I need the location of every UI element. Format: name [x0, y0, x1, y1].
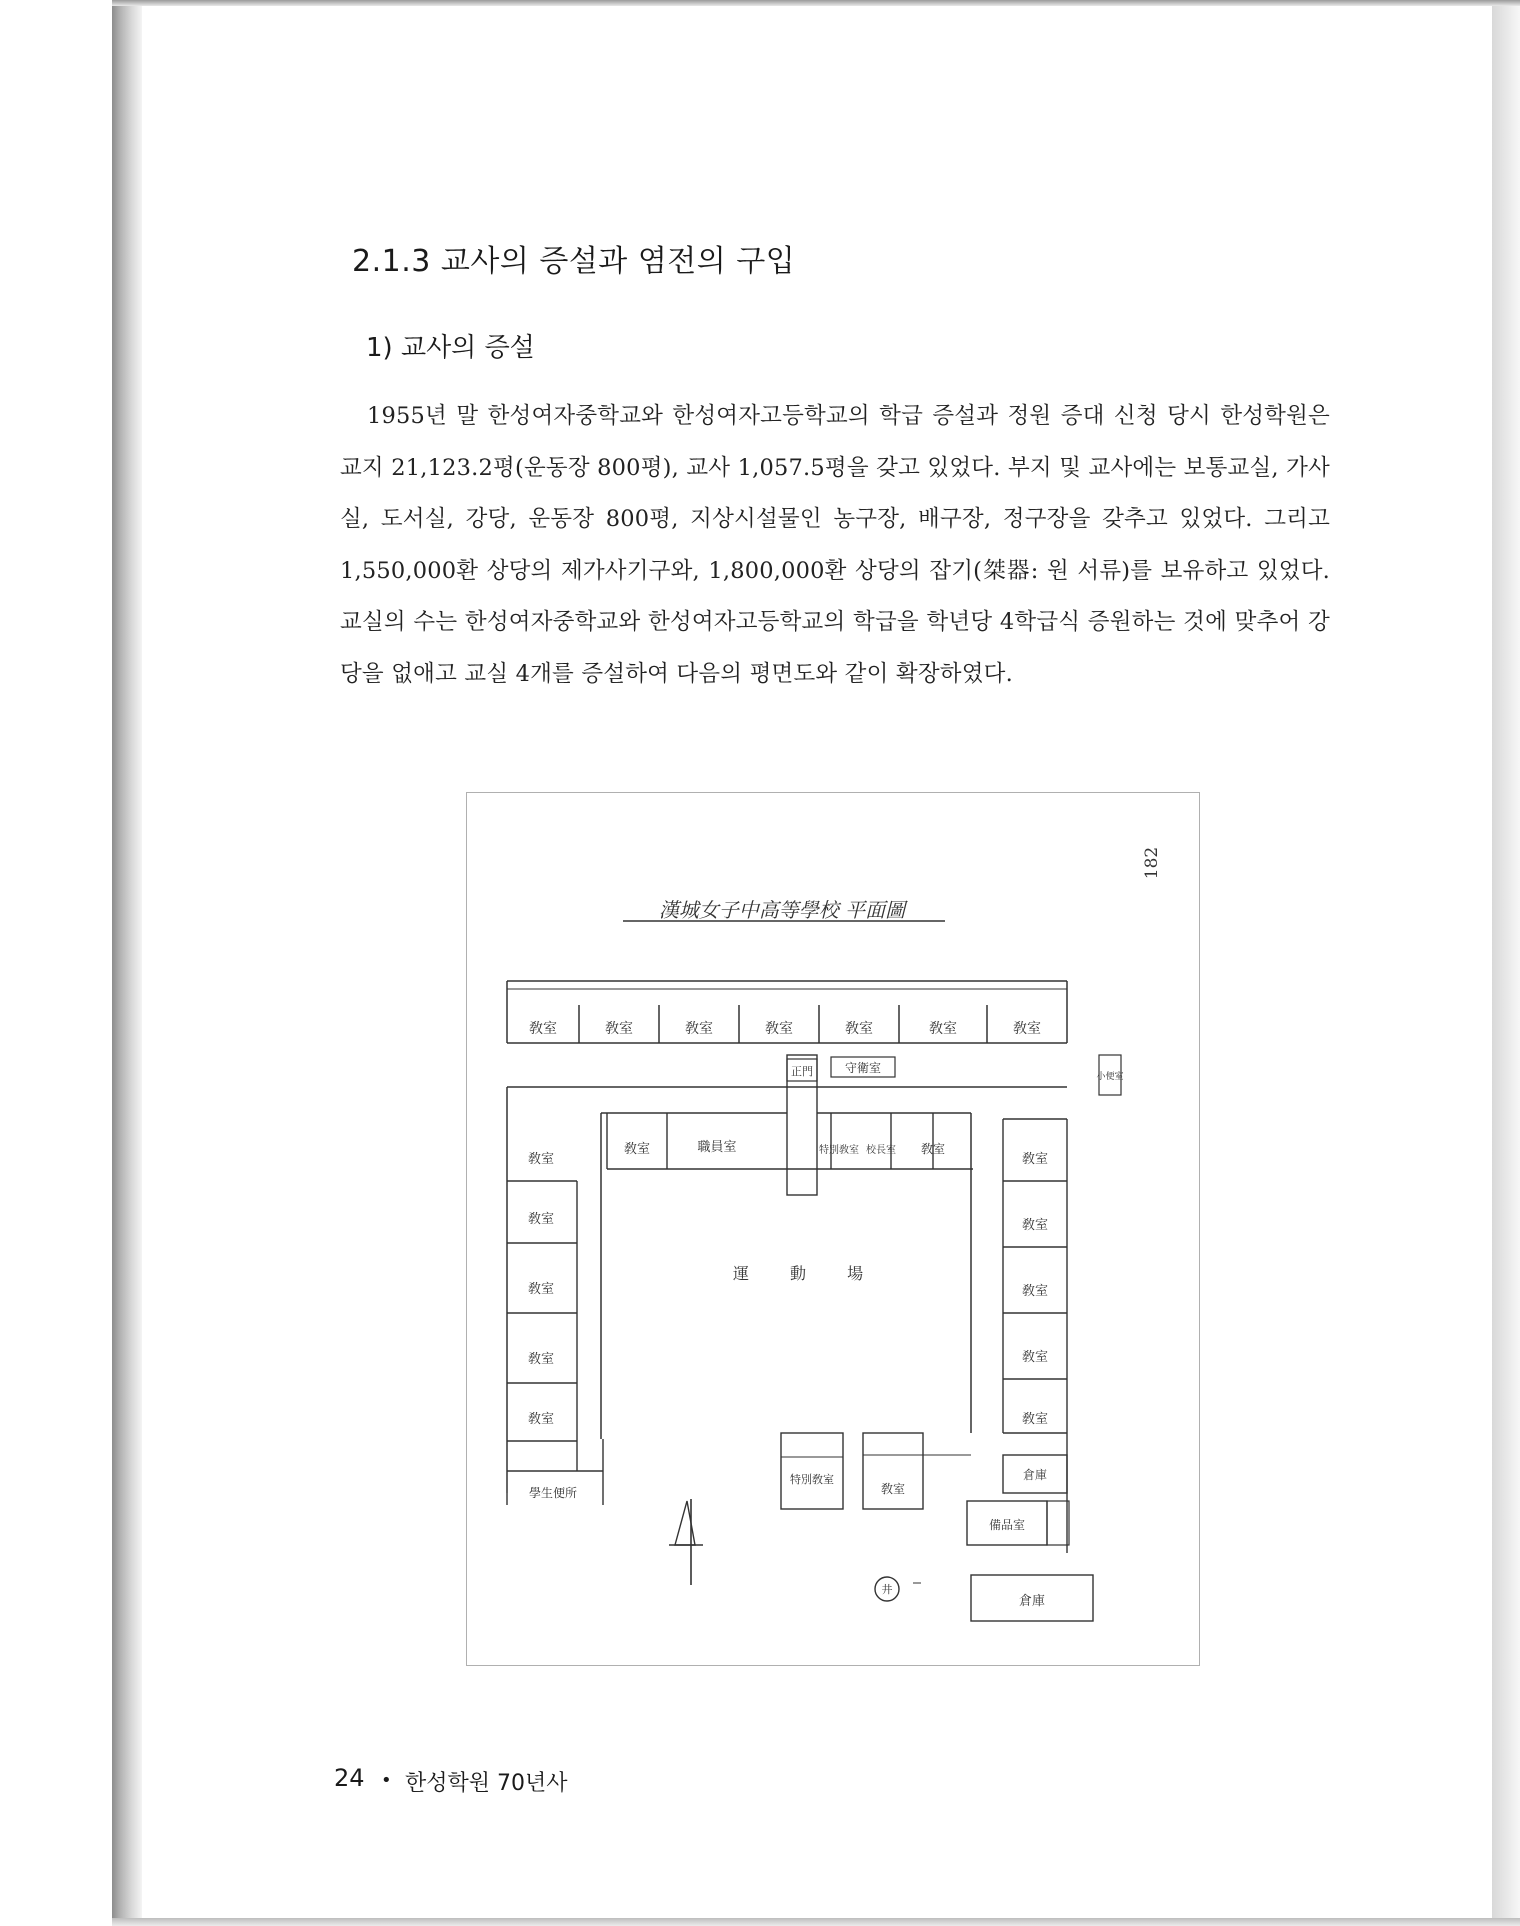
- classroom-label: 敎室: [527, 1412, 555, 1427]
- classroom-label: 敎室: [605, 1021, 633, 1037]
- right-classroom-column: [1003, 1119, 1067, 1553]
- student-toilet-label: 學生便所: [528, 1486, 578, 1500]
- warehouse-label: 倉庫: [1022, 1468, 1048, 1482]
- section-title: 2.1.3 교사의 증설과 염전의 구입: [352, 244, 796, 279]
- classroom-label: 敎室: [1021, 1218, 1049, 1233]
- subsection-title: 1) 교사의 증설: [366, 333, 535, 363]
- footer-separator-bullet: •: [381, 1770, 392, 1791]
- far-warehouse-label: 倉庫: [1018, 1594, 1046, 1609]
- classroom-label: 敎室: [527, 1152, 555, 1167]
- courtyard-label: 運 動 場: [732, 1264, 882, 1283]
- classroom-label: 敎室: [529, 1021, 557, 1037]
- footer-page-number: 24: [334, 1764, 365, 1792]
- classroom-label: 敎室: [880, 1482, 906, 1496]
- special-room-label: 特別敎室: [819, 1145, 859, 1156]
- small-side-room-box: [1047, 1501, 1069, 1545]
- classroom-label: 敎室: [1021, 1152, 1049, 1167]
- principal-room-label: 校長室: [866, 1145, 896, 1156]
- classroom-box: [863, 1433, 923, 1509]
- floor-plan-drawing: [467, 793, 1199, 1665]
- body-paragraph: 1955년 말 한성여자중학교와 한성여자고등학교의 학급 증설과 정원 증대 신청 당시 한성학원은 교지 21,123.2평(운동장 800평), 교사 1,057.5평을 갖고 있었다. 부지 및 교사에는 보통교실, 가사실, 도서실, 강당, 운동장 800평, 지상시설물인 농구장, 배구장, 정구장을 갖추고 있었다. 그리고 1,550,000환 상당의 제가사기구와, 1,800,000환 상당의 잡기(桀器: 원 서류)를 보유하고 있었다. 교실의 수는 한성여자중학교와 한성여자고등학교의 학급을 학년당 4학급식 증원하는 것에 맞추어 강당을 없애고 교실 4개를 증설하여 다음의 평면도와 같이 확장하였다.: [340, 403, 1330, 687]
- special-classroom-label: 特別敎室: [790, 1473, 834, 1486]
- floor-plan-title: 漢城女子中高等學校 平面圖: [658, 898, 906, 922]
- classroom-label: 敎室: [765, 1021, 793, 1037]
- guard-room-label: 守衛室: [844, 1061, 882, 1075]
- classroom-label: 敎室: [845, 1021, 873, 1037]
- classroom-label: 敎室: [920, 1142, 946, 1156]
- book-spine-edge: [112, 0, 142, 1926]
- north-arrow-icon: [669, 1499, 703, 1585]
- floor-plan-figure: [466, 792, 1200, 1666]
- supply-room-label: 備品室: [988, 1518, 1026, 1532]
- classroom-label: 敎室: [1013, 1021, 1041, 1037]
- classroom-label: 敎室: [685, 1021, 713, 1037]
- classroom-label: 敎室: [1021, 1412, 1049, 1427]
- toilet-label: 小便室: [1096, 1072, 1124, 1082]
- page-bottom-edge: [112, 1918, 1520, 1926]
- classroom-label: 敎室: [527, 1352, 555, 1367]
- well-label: 井: [881, 1583, 893, 1596]
- footer-book-title: 한성학원 70년사: [405, 1771, 568, 1796]
- classroom-label: 敎室: [929, 1021, 957, 1037]
- special-classroom-box: [781, 1433, 843, 1509]
- classroom-label: 敎室: [527, 1212, 555, 1227]
- classroom-label: 敎室: [1021, 1350, 1049, 1365]
- inner-north-row: [607, 1113, 973, 1169]
- figure-page-stamp: 182: [1142, 846, 1162, 880]
- staff-room-label: 職員室: [697, 1140, 737, 1155]
- classroom-label: 敎室: [527, 1282, 555, 1297]
- main-gate-label: 正門: [791, 1065, 813, 1078]
- page-right-edge: [1492, 6, 1520, 1920]
- left-classroom-column: [507, 1181, 603, 1471]
- classroom-label: 敎室: [1021, 1284, 1049, 1299]
- classroom-label: 敎室: [623, 1142, 651, 1157]
